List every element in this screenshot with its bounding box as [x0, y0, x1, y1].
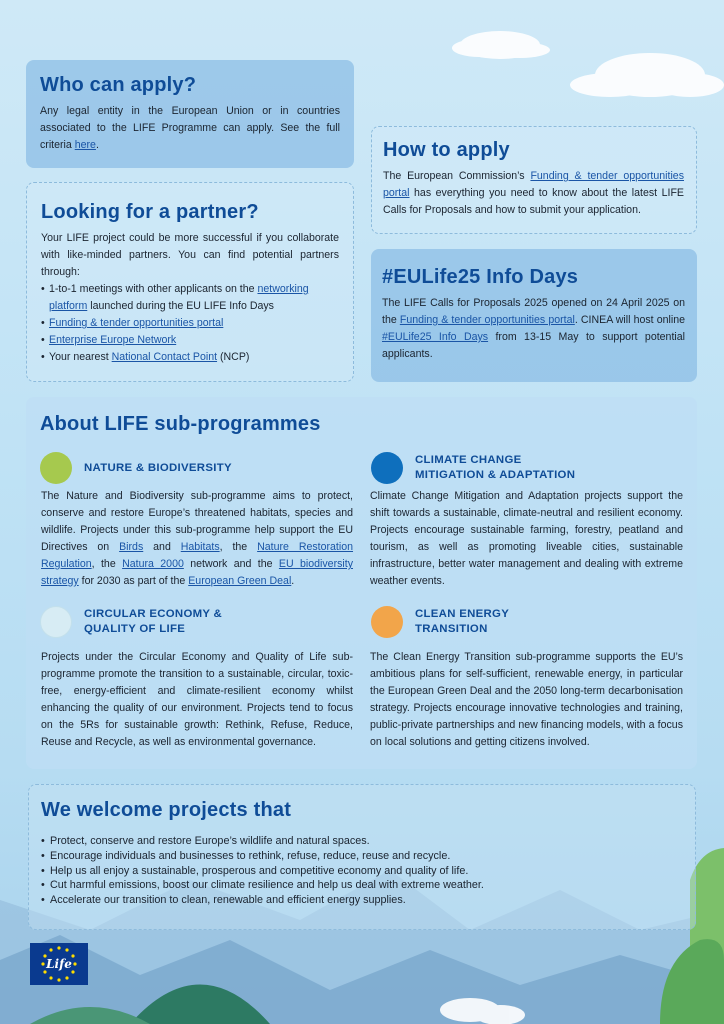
birds-link[interactable]: Birds [119, 541, 144, 553]
natura-2000-link[interactable]: Natura 2000 [122, 558, 184, 570]
climate-dot [371, 452, 403, 484]
partner-card [26, 182, 354, 382]
nature-dot [40, 452, 72, 484]
list-item [41, 332, 339, 349]
contact-point-link[interactable]: National Contact Point [111, 351, 218, 363]
nature-heading [40, 452, 232, 484]
how-to-apply-title: How to apply [383, 139, 510, 161]
funding-portal-link[interactable]: Funding & tender opportunities portal [399, 314, 575, 326]
funding-portal-link[interactable]: Funding & tender opportunities portal [49, 317, 224, 329]
enterprise-europe-link[interactable]: Enterprise Europe Network [49, 334, 177, 346]
who-can-apply-card [26, 60, 354, 168]
partner-intro: Your LIFE project could be more successful if you collaborate with like-minded partners. You can find potential partners through: [41, 232, 339, 278]
list-item: • 1-to-1 meetings with other applicants on the networking platform launched during the EU LIFE Info Days [41, 281, 339, 315]
circular-text: Projects under the Circular Economy and Quality of Life sub-programme promote the transition to a sustainable, circular, toxic-free, energy-efficient and climate-resilient economy whilst enhancing the quality of our environment. Projects tend to focus on the 5Rs for sustainable growth: Rethink, Refuse, Reduce, Reuse and Recycle, as well as environmental governance. [41, 651, 353, 748]
partner-title: Looking for a partner? [41, 201, 259, 223]
green-deal-link[interactable]: European Green Deal [188, 575, 292, 587]
criteria-link[interactable]: here [74, 139, 96, 151]
how-to-apply-text: The European Commission’s Funding & tender opportunities portal has everything you need to know about the latest LIFE Calls for Proposals and how to submit your application. [383, 170, 684, 216]
list-item: • Your nearest National Contact Point (NCP) [41, 349, 339, 366]
nature-restoration-link[interactable]: Nature Restoration Regulation [41, 541, 354, 570]
list-item: • Protect, conserve and restore Europe’s wildlife and natural spaces. [41, 834, 683, 849]
circular-title: CIRCULAR ECONOMY & QUALITY OF LIFE [84, 608, 223, 635]
info-days-text: The LIFE Calls for Proposals 2025 opened on 24 April 2025 on the Funding & tender opportunities portal. CINEA will host online #EULife25 Info Days from 13-15 May to support potential applicants. [382, 297, 685, 360]
habitats-link[interactable]: Habitats [180, 541, 220, 553]
who-can-apply-title: Who can apply? [40, 74, 197, 96]
welcome-card [28, 784, 696, 930]
circular-heading [40, 606, 222, 638]
circular-dot [40, 606, 72, 638]
logo-text: Life [46, 957, 72, 971]
list-item: • Encourage individuals and businesses to rethink, refuse, reduce, reuse and recycle. [41, 849, 683, 864]
info-days-link[interactable]: #EULife25 Info Days [382, 331, 489, 343]
funding-portal-link[interactable]: Funding & tender opportunities portal [383, 170, 684, 199]
energy-title: CLEAN ENERGY TRANSITION [415, 608, 510, 635]
info-days-card [371, 249, 697, 382]
climate-title: CLIMATE CHANGE MITIGATION & ADAPTATION [415, 454, 576, 481]
sub-programmes-title: About LIFE sub-programmes [40, 413, 321, 435]
list-item [41, 315, 339, 332]
list-item: • Cut harmful emissions, boost our climate resilience and help us deal with extreme weather. [41, 878, 683, 893]
networking-platform-link[interactable]: networking platform [49, 283, 309, 312]
eu-stars-icon [30, 943, 88, 985]
life-logo [30, 943, 88, 985]
welcome-list [41, 834, 683, 908]
climate-text: Climate Change Mitigation and Adaptation projects support the shift towards a sustainable, climate-neutral and resilient economy. Projects encourage sustainable farming, forestry, peatland and tourism, as well as promoting liveable cities, sustainable infrastructure, better water management and dealing with extreme weather events. [370, 490, 683, 587]
nature-text: The Nature and Biodiversity sub-programme aims to protect, conserve and restore Europe’s threatened habitats, species and wildlife. Projects under this sub-programme help support the EU Directives on Birds and Habitats, the Nature Restoration Regulation, the Natura 2000 network and the EU biodiversity strategy for 2030 as part of the European Green Deal. [41, 490, 354, 587]
energy-heading [371, 606, 509, 638]
list-item: • Help us all enjoy a sustainable, prosperous and competitive economy and quality of life. [41, 864, 683, 879]
list-item: • Accelerate our transition to clean, renewable and efficient energy supplies. [41, 893, 683, 908]
sub-programmes-card [26, 397, 697, 769]
how-to-apply-card [371, 126, 697, 234]
nature-title: NATURE & BIODIVERSITY [84, 461, 232, 474]
info-days-title: #EULife25 Info Days [382, 266, 579, 288]
climate-heading [371, 452, 575, 484]
energy-text: The Clean Energy Transition sub-programme supports the EU’s ambitious plans for self-sufficient, renewable energy, in particular the European Green Deal and the 2050 long-term decarbonisation strategy. Projects encourage innovative technologies and training, public-private partnerships and new financing models, with a focus on local solutions and getting citizens involved. [370, 651, 683, 748]
energy-dot [371, 606, 403, 638]
welcome-title: We welcome projects that [41, 799, 292, 821]
partner-list [41, 281, 339, 366]
who-can-apply-text: Any legal entity in the European Union or in countries associated to the LIFE Programme can apply. See the full criteria here. [40, 105, 340, 151]
biodiversity-strategy-link[interactable]: EU biodiversity strategy [41, 558, 353, 587]
